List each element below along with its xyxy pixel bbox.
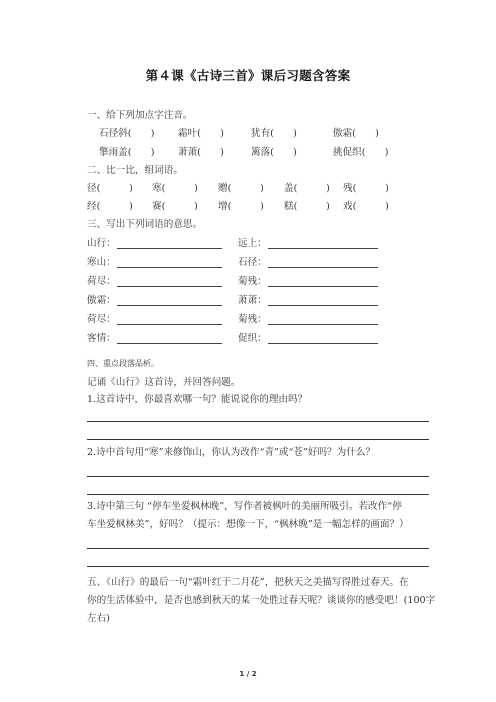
meaning-row (0, 256, 496, 270)
answer-blank[interactable] (117, 333, 222, 344)
meaning-label: 菊残： (238, 314, 267, 325)
pinyin-item: 犹有( ) (251, 128, 297, 139)
meaning-label: 荷尽： (87, 314, 116, 325)
meaning-label: 萧萧： (238, 295, 267, 306)
page-number: 1 / 2 (239, 670, 257, 678)
meaning-label: 山行： (87, 238, 116, 249)
compare-item: 糕( ) (284, 201, 330, 212)
compare-item: 径( ) (87, 183, 133, 194)
answer-blank[interactable] (268, 238, 378, 249)
question-3-line-2: 车坐爱枫林美”，好吗？（提示：想像一下，“枫林晚”是一幅怎样的画面？） (87, 519, 409, 530)
pinyin-item: 霜叶( ) (178, 128, 224, 139)
section1-heading: 一、给下列加点字注音。 (87, 110, 193, 121)
question-2: 2.诗中首句用“寒”来修饰山，你认为改作“青”或“苍”好吗？为什么？ (87, 447, 376, 458)
pinyin-item: 石径斜( ) (99, 128, 155, 139)
answer-blank[interactable] (268, 314, 378, 325)
compare-item: 盖( ) (284, 183, 330, 194)
answer-line[interactable] (87, 439, 429, 440)
section4-intro: 记诵《山行》这首诗，并回答问题。 (87, 377, 241, 388)
pinyin-item: 傲霜( ) (333, 128, 379, 139)
answer-line[interactable] (87, 566, 429, 567)
compare-item: 赠( ) (218, 183, 264, 194)
meaning-row (0, 332, 496, 346)
answer-line[interactable] (87, 476, 429, 477)
meaning-row (0, 275, 496, 289)
answer-blank[interactable] (268, 257, 378, 268)
section5-line-2: 你的生活体验中，是否也感到秋天的某一处胜过春天呢？谈谈你的感受吧！(100字 (87, 595, 436, 606)
compare-item: 经( ) (87, 201, 133, 212)
meaning-label: 促织： (238, 333, 267, 344)
meaning-row (0, 294, 496, 308)
answer-line[interactable] (87, 548, 429, 549)
answer-blank[interactable] (117, 257, 222, 268)
meaning-label: 远上： (238, 238, 267, 249)
meaning-label: 客情： (87, 333, 116, 344)
compare-row-1 (0, 182, 496, 196)
meaning-label: 菊残： (238, 276, 267, 287)
answer-blank[interactable] (268, 333, 378, 344)
section4-heading: 四、重点段落品析。 (87, 359, 159, 368)
pinyin-item: 篱落( ) (251, 147, 297, 158)
section5-line-3: 左右) (87, 613, 110, 624)
section5-line-1: 五、《山行》的最后一句“霜叶红于二月花”，把秋天之美描写得胜过春天。在 (87, 577, 409, 588)
compare-item: 戏( ) (343, 201, 389, 212)
answer-blank[interactable] (117, 276, 222, 287)
answer-line[interactable] (87, 494, 429, 495)
compare-item: 寒( ) (152, 183, 198, 194)
pinyin-item: 挑促织( ) (333, 147, 389, 158)
meaning-label: 荷尽： (87, 276, 116, 287)
answer-line[interactable] (87, 421, 429, 422)
meaning-row (0, 313, 496, 327)
pinyin-row-2 (0, 146, 496, 160)
meaning-label: 傲霜： (87, 295, 116, 306)
section2-heading: 二、比一比，组词语。 (87, 165, 183, 176)
answer-blank[interactable] (268, 276, 378, 287)
answer-blank[interactable] (117, 238, 222, 249)
compare-item: 赛( ) (152, 201, 198, 212)
question-3-line-1: 3.诗中第三句 “停车坐爱枫林晚”，写作者被枫叶的美丽所吸引。若改作“停 (87, 501, 402, 512)
meaning-row (0, 237, 496, 251)
compare-item: 增( ) (218, 201, 264, 212)
answer-blank[interactable] (268, 295, 378, 306)
meaning-label: 寒山： (87, 257, 116, 268)
pinyin-item: 萧萧( ) (178, 147, 224, 158)
section3-heading: 三、写出下列词语的意思。 (87, 219, 203, 230)
compare-item: 残( ) (343, 183, 389, 194)
pinyin-item: 擎雨盖( ) (99, 147, 155, 158)
meaning-label: 石径： (238, 257, 267, 268)
document-title: 第４课《古诗三首》课后习题含答案 (145, 68, 351, 83)
pinyin-row-1 (0, 127, 496, 141)
answer-blank[interactable] (117, 314, 222, 325)
question-1: 1.这首诗中，你最喜欢哪一句？能说说你的理由吗？ (87, 394, 308, 405)
answer-blank[interactable] (117, 295, 222, 306)
compare-row-2 (0, 200, 496, 214)
